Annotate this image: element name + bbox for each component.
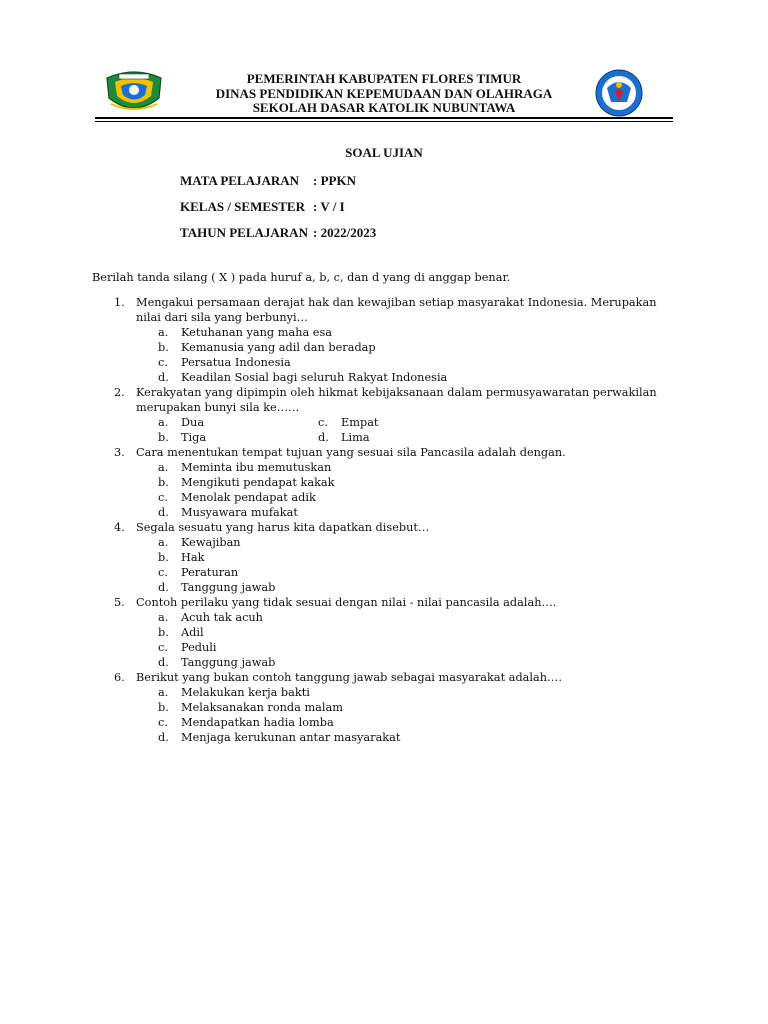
- option-3c[interactable]: [158, 490, 682, 505]
- options-4: [114, 535, 682, 595]
- option-text: Melakukan kerja bakti: [181, 686, 310, 699]
- option-text: Mengikuti pendapat kakak: [181, 476, 335, 489]
- meta-row-year: [180, 220, 376, 246]
- option-2a[interactable]: [158, 415, 318, 430]
- option-5a[interactable]: [158, 610, 682, 625]
- option-2c[interactable]: [318, 415, 478, 430]
- option-letter: b.: [158, 341, 169, 354]
- option-letter: a.: [158, 536, 169, 549]
- meta-value: : 2022/2023: [313, 225, 377, 240]
- question-4: [92, 520, 682, 535]
- option-letter: a.: [158, 611, 169, 624]
- option-4b[interactable]: [158, 550, 682, 565]
- header-department: DINAS PENDIDIKAN KEPEMUDAAN DAN OLAHRAGA: [215, 85, 553, 101]
- option-letter: d.: [318, 431, 329, 444]
- question-1: [92, 295, 682, 325]
- option-6a[interactable]: [158, 685, 682, 700]
- question-number: 2.: [114, 386, 125, 399]
- option-1c[interactable]: [158, 355, 682, 370]
- option-2b[interactable]: [158, 430, 318, 445]
- option-text: Ketuhanan yang maha esa: [181, 326, 333, 339]
- question-2: [92, 385, 682, 415]
- option-text: Keadilan Sosial bagi seluruh Rakyat Indonesia: [181, 371, 448, 384]
- option-letter: c.: [158, 716, 168, 729]
- option-6b[interactable]: [158, 700, 682, 715]
- option-5c[interactable]: [158, 640, 682, 655]
- regency-crest-icon: [103, 68, 165, 118]
- exam-title: SOAL UJIAN: [345, 145, 423, 160]
- option-letter: c.: [158, 491, 168, 504]
- option-text: Persatua Indonesia: [181, 356, 291, 369]
- option-2d[interactable]: [318, 430, 478, 445]
- options-2: [114, 415, 682, 445]
- question-text: Mengakui persamaan derajat hak dan kewajiban setiap masyarakat Indonesia. Merupakan nilai dari sila yang berbunyi…: [136, 296, 657, 324]
- letterhead-text: [206, 72, 562, 116]
- option-letter: c.: [158, 566, 168, 579]
- option-text: Peduli: [181, 641, 217, 654]
- option-text: Melaksanakan ronda malam: [181, 701, 343, 714]
- option-letter: b.: [158, 551, 169, 564]
- option-4c[interactable]: [158, 565, 682, 580]
- option-1a[interactable]: [158, 325, 682, 340]
- option-letter: b.: [158, 701, 169, 714]
- option-letter: c.: [158, 641, 168, 654]
- question-6: [92, 670, 682, 685]
- option-4a[interactable]: [158, 535, 682, 550]
- option-4d[interactable]: [158, 580, 682, 595]
- option-text: Menjaga kerukunan antar masyarakat: [181, 731, 401, 744]
- meta-value: : PPKN: [313, 173, 356, 188]
- question-text: Berikut yang bukan contoh tanggung jawab sebagai masyarakat adalah….: [136, 671, 562, 684]
- option-letter: d.: [158, 581, 169, 594]
- option-letter: c.: [158, 356, 168, 369]
- option-letter: b.: [158, 626, 169, 639]
- options-1: [114, 325, 682, 385]
- option-1b[interactable]: [158, 340, 682, 355]
- meta-row-subject: [180, 168, 376, 194]
- option-text: Acuh tak acuh: [181, 611, 263, 624]
- options-6: [114, 685, 682, 745]
- question-number: 6.: [114, 671, 125, 684]
- question-number: 3.: [114, 446, 125, 459]
- option-text: Tanggung jawab: [181, 581, 276, 594]
- exam-meta: [180, 168, 376, 246]
- option-letter: a.: [158, 416, 169, 429]
- option-text: Meminta ibu memutuskan: [181, 461, 332, 474]
- option-letter: d.: [158, 656, 169, 669]
- option-3d[interactable]: [158, 505, 682, 520]
- exam-body: [92, 270, 682, 745]
- option-letter: d.: [158, 506, 169, 519]
- question-5: [92, 595, 682, 610]
- question-number: 5.: [114, 596, 125, 609]
- question-text: Kerakyatan yang dipimpin oleh hikmat kebijaksanaan dalam permusyawaratan perwakilan merupakan bunyi sila ke……: [136, 386, 657, 414]
- option-3b[interactable]: [158, 475, 682, 490]
- option-letter: d.: [158, 731, 169, 744]
- meta-row-class: [180, 194, 376, 220]
- option-text: Peraturan: [181, 566, 239, 579]
- option-1d[interactable]: [158, 370, 682, 385]
- option-text: Tiga: [181, 431, 207, 444]
- option-3a[interactable]: [158, 460, 682, 475]
- question-number: 1.: [114, 296, 125, 309]
- instruction: Berilah tanda silang ( X ) pada huruf a, b, c, dan d yang di anggap benar.: [92, 271, 511, 284]
- options-5: [114, 610, 682, 670]
- option-text: Kemanusia yang adil dan beradap: [181, 341, 376, 354]
- option-text: Adil: [181, 626, 204, 639]
- question-text: Segala sesuatu yang harus kita dapatkan disebut…: [136, 521, 430, 534]
- option-letter: b.: [158, 476, 169, 489]
- meta-label: MATA PELAJARAN: [180, 173, 300, 188]
- header-rule-thick: [95, 117, 673, 119]
- option-text: Dua: [181, 416, 205, 429]
- question-text: Contoh perilaku yang tidak sesuai dengan nilai - nilai pancasila adalah….: [136, 596, 557, 609]
- question-text: Cara menentukan tempat tujuan yang sesuai sila Pancasila adalah dengan.: [136, 446, 566, 459]
- option-letter: c.: [318, 416, 328, 429]
- option-letter: a.: [158, 326, 169, 339]
- option-text: Menolak pendapat adik: [181, 491, 316, 504]
- option-text: Musyawara mufakat: [181, 506, 298, 519]
- option-text: Lima: [341, 431, 370, 444]
- options-3: [114, 460, 682, 520]
- header-government: PEMERINTAH KABUPATEN FLORES TIMUR: [246, 71, 522, 86]
- header-rule-thin: [95, 121, 673, 122]
- option-text: Empat: [341, 416, 379, 429]
- option-text: Kewajiban: [181, 536, 241, 549]
- option-text: Tanggung jawab: [181, 656, 276, 669]
- option-6c[interactable]: [158, 715, 682, 730]
- letterhead: [0, 0, 768, 130]
- question-3: [92, 445, 682, 460]
- meta-label: TAHUN PELAJARAN: [180, 225, 308, 240]
- question-number: 4.: [114, 521, 125, 534]
- option-letter: b.: [158, 431, 169, 444]
- option-letter: a.: [158, 686, 169, 699]
- option-5b[interactable]: [158, 625, 682, 640]
- option-text: Hak: [181, 551, 205, 564]
- tut-wuri-handayani-icon: [587, 68, 651, 118]
- meta-value: : V / I: [313, 199, 345, 214]
- option-5d[interactable]: [158, 655, 682, 670]
- option-letter: a.: [158, 461, 169, 474]
- option-text: Mendapatkan hadia lomba: [181, 716, 334, 729]
- option-6d[interactable]: [158, 730, 682, 745]
- header-school: SEKOLAH DASAR KATOLIK NUBUNTAWA: [252, 100, 516, 115]
- meta-label: KELAS / SEMESTER: [180, 199, 305, 214]
- option-letter: d.: [158, 371, 169, 384]
